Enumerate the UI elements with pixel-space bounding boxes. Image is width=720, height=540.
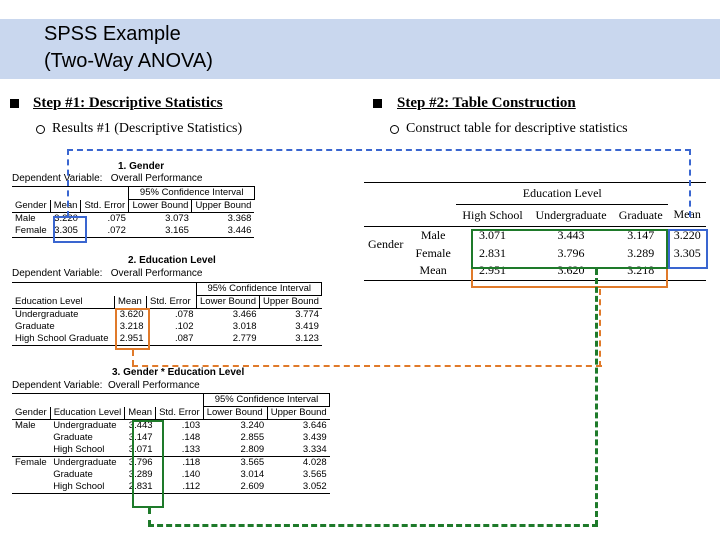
cell: 2.951 (456, 262, 529, 280)
table3-gender-education (12, 393, 330, 494)
table-header-row (12, 407, 330, 420)
mean-cell: 3.620 (119, 309, 144, 320)
mean-cell: 2.951 (115, 333, 147, 346)
mean-cell: 2.831 (125, 481, 156, 494)
cell: 3.018 (232, 321, 257, 332)
connector-orange-horizontal (132, 365, 602, 367)
header-cell: Upper Bound (267, 407, 329, 420)
ci-header: 95% Confidence Interval (203, 394, 329, 407)
title-line-1: SPSS Example (44, 23, 181, 45)
cell: 3.289 (627, 245, 655, 260)
header-cell: Std. Error (147, 296, 197, 309)
highlight-box-interaction-means (132, 420, 164, 508)
highlight-box-education-means (115, 308, 150, 350)
table2-title: 2. Education Level (128, 255, 216, 266)
header-cell: Std. Error (81, 200, 129, 213)
cell (12, 469, 50, 481)
table-row (12, 481, 330, 494)
cell: .102 (175, 321, 194, 332)
cell: Female (12, 225, 50, 238)
connector-blue (67, 149, 691, 217)
cell (12, 481, 50, 494)
connector-green-horizontal (148, 524, 598, 527)
dv-value: Overall Performance (110, 268, 203, 279)
cell: Undergraduate (53, 420, 117, 431)
table3-dv (12, 380, 200, 391)
cell: 3.368 (227, 213, 252, 224)
header-cell: Graduate (613, 204, 668, 226)
mean-cell: 3.796 (128, 457, 153, 468)
cell: .103 (181, 420, 201, 431)
row-label: Female (415, 245, 451, 260)
cell: 3.052 (267, 481, 329, 494)
cell: 3.620 (529, 262, 613, 280)
cell: 4.028 (302, 457, 327, 468)
cell: Male (15, 420, 36, 431)
cell: 3.565 (302, 469, 327, 480)
table-row (12, 469, 330, 481)
cell: .072 (81, 225, 129, 238)
cell: .075 (107, 213, 126, 224)
cell: .140 (181, 469, 201, 480)
cell: Undergraduate (15, 309, 79, 320)
mean-cell: 3.218 (119, 321, 144, 332)
step2-heading: Step #2: Table Construction (397, 95, 576, 111)
cell: 3.123 (259, 333, 321, 346)
mean-cell: 3.289 (128, 469, 153, 480)
cell: High School (50, 481, 125, 494)
header-cell: Upper Bound (259, 296, 321, 309)
header-cell: Mean (668, 204, 706, 226)
sub-bullet-circle-icon (390, 125, 399, 134)
header-cell (50, 394, 125, 407)
step1-heading: Step #1: Descriptive Statistics (33, 95, 223, 111)
header-cell (12, 394, 50, 407)
slide-title (44, 21, 213, 75)
header-cell: Education Level (12, 296, 115, 309)
mean-cell: 3.220 (54, 213, 78, 224)
cell: 3.220 (673, 227, 701, 242)
table-row (12, 432, 330, 444)
header-cell: Education Level (50, 407, 125, 420)
header-cell: Mean (115, 296, 147, 309)
table-row (12, 333, 322, 346)
table2-dv (12, 268, 202, 279)
cell: 2.855 (240, 432, 265, 443)
row-label: Male (420, 227, 446, 242)
highlight-box-gender-means-target (668, 229, 708, 269)
cell: .112 (156, 481, 204, 494)
header-cell: Lower Bound (197, 296, 260, 309)
cell: 3.147 (627, 227, 655, 242)
mean-cell: 3.305 (50, 225, 81, 238)
header-cell (125, 394, 156, 407)
cell: 3.071 (479, 227, 507, 242)
ci-header: 95% Confidence Interval (129, 187, 254, 200)
cell: .148 (181, 432, 201, 443)
dv-value: Overall Performance (110, 173, 203, 184)
connector-orange-short (132, 350, 134, 366)
cell: Male (15, 213, 36, 224)
mean-cell: 3.071 (125, 444, 156, 457)
bullet-square-icon (10, 99, 19, 108)
cell: 3.240 (240, 420, 265, 431)
header-cell: Std. Error (156, 407, 204, 420)
table-header-row (12, 283, 322, 296)
dv-label: Dependent Variable: (12, 173, 103, 184)
highlight-box-education-means-target (471, 267, 668, 288)
header-cell: Gender (12, 407, 50, 420)
cell: 3.218 (613, 262, 668, 280)
dv-value: Overall Performance (108, 380, 200, 391)
mean-cell: 3.147 (128, 432, 153, 443)
table-row (12, 457, 330, 470)
ci-header: 95% Confidence Interval (197, 283, 322, 296)
cell: 3.796 (557, 245, 585, 260)
row-group-label: Gender (368, 236, 404, 251)
sub-bullet-circle-icon (36, 125, 45, 134)
header-cell: Lower Bound (203, 407, 267, 420)
header-cell: Undergraduate (529, 204, 613, 226)
cell: 2.609 (203, 481, 267, 494)
cell: 3.014 (240, 469, 265, 480)
step2-subtext: Construct table for descriptive statistics (406, 121, 628, 136)
cell: 3.443 (557, 227, 585, 242)
header-cell (12, 187, 50, 200)
dv-label: Dependent Variable: (12, 268, 103, 279)
table1-title: 1. Gender (118, 161, 165, 172)
highlight-box-gender-means (53, 216, 87, 243)
cell: 3.165 (129, 225, 192, 238)
cell: 3.439 (302, 432, 327, 443)
cell: 3.774 (295, 309, 319, 320)
cell (364, 262, 410, 280)
header-cell: Upper Bound (192, 200, 254, 213)
table-header-row (12, 394, 330, 407)
cell: High School (50, 444, 125, 457)
dv-label: Dependent Variable: (12, 380, 103, 391)
table-row (12, 321, 322, 333)
table-row (12, 309, 322, 322)
header-cell (156, 394, 204, 407)
step1-subtext: Results #1 (Descriptive Statistics) (52, 121, 243, 136)
cell: 3.305 (673, 245, 701, 260)
title-line-2: (Two-Way ANOVA) (44, 50, 213, 72)
cell: .133 (156, 444, 204, 457)
cell (12, 444, 50, 457)
cell (12, 432, 50, 444)
cell: Graduate (53, 469, 93, 480)
cell: 3.419 (295, 321, 319, 332)
cell: Undergraduate (53, 457, 117, 468)
cell: 3.073 (165, 213, 189, 224)
header-cell: Gender (12, 200, 50, 213)
header-cell: High School (456, 204, 529, 226)
cell: 2.779 (197, 333, 260, 346)
cell: 3.334 (267, 444, 329, 457)
header-cell: Mean (50, 200, 81, 213)
cell: 3.446 (192, 225, 254, 238)
highlight-box-interaction-means-target (471, 229, 668, 269)
cell: 2.809 (203, 444, 267, 457)
cell: Graduate (15, 321, 55, 332)
table2-education (12, 282, 322, 346)
cell: 3.565 (240, 457, 265, 468)
cell: 3.646 (302, 420, 327, 431)
cell: .087 (147, 333, 197, 346)
cell: 2.831 (479, 245, 507, 260)
table3-title: 3. Gender * Education Level (112, 367, 245, 378)
header-cell (12, 283, 115, 296)
header-cell (115, 283, 147, 296)
table-row (12, 444, 330, 457)
cell: .118 (182, 457, 201, 468)
header-cell: Lower Bound (129, 200, 192, 213)
connector-green-vertical (595, 269, 598, 526)
cell: Female (15, 457, 47, 468)
connector-orange-vertical (599, 289, 601, 367)
table-row (12, 420, 330, 433)
group-header: Education Level (456, 184, 668, 204)
cell: .078 (175, 309, 194, 320)
header-cell: Mean (125, 407, 156, 420)
cell: Graduate (53, 432, 93, 443)
mean-cell: 3.443 (128, 420, 153, 431)
table-row (12, 225, 254, 238)
cell: High School Graduate (12, 333, 115, 346)
header-cell (147, 283, 197, 296)
bullet-square-icon (373, 99, 382, 108)
row-label: Mean (410, 262, 456, 280)
table-header-row (12, 296, 322, 309)
cell: 3.466 (232, 309, 257, 320)
